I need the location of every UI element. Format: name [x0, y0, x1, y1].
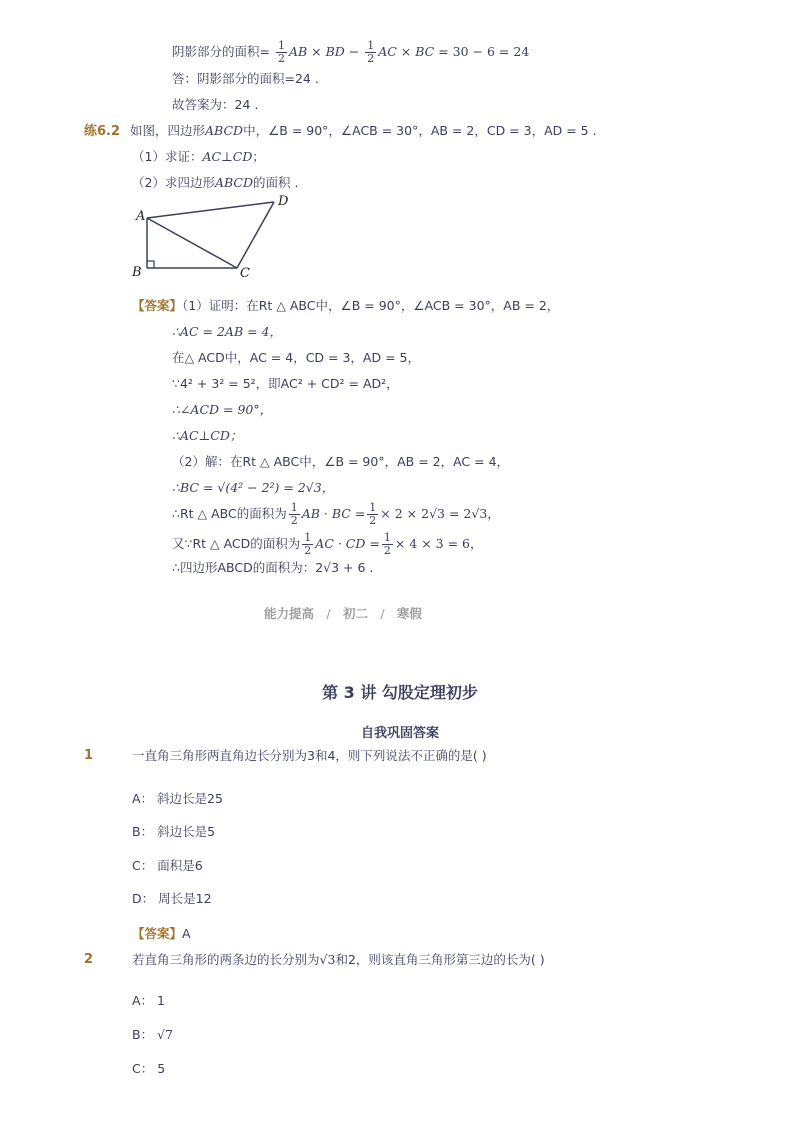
answer-line-10: 又∵Rt △ ACD的面积为 $\frac{1}{2}$ AC · CD = $\frac{1}{2}$ × 4 × 3 = 6，: [172, 531, 483, 557]
option-c: C： 5: [132, 1061, 166, 1076]
lecture-title: 第 3 讲 勾股定理初步: [322, 683, 478, 702]
vertex-a-label: A: [136, 209, 146, 224]
quadrilateral-figure: [128, 190, 298, 282]
shaded-area-line: 阴影部分的面积= $\frac{1}{2}$ AB × BD − $\frac{1}{2}$ AC × BC = 30 − 6 = 24: [172, 39, 530, 65]
question-number: 1: [84, 748, 94, 763]
answer-line-5: ∴∠ACD = 90°，: [172, 402, 273, 417]
edge-ac: [147, 218, 237, 268]
lecture-subtitle: 自我巩固答案: [360, 726, 439, 741]
question-stem: 一直角三角形两直角边长分别为3和4，则下列说法不正确的是( ): [132, 748, 487, 763]
vertex-c-label: C: [240, 266, 250, 281]
option-a: A： 斜边长是25: [132, 791, 223, 806]
answer-line-11: ∴四边形ABCD的面积为：2√3 + 6 .: [172, 560, 374, 575]
answer-line-6: ∴AC⊥CD；: [172, 428, 243, 443]
right-angle-mark: [147, 261, 154, 268]
answer-line-8: ∴BC = √(4² − 2²) = 2√3，: [172, 480, 335, 495]
answer-line-7: （2）解：在Rt △ ABC中，∠B = 90°，AB = 2，AC = 4，: [172, 454, 510, 469]
exercise-label: 练6.2: [84, 124, 121, 139]
option-b: B： 斜边长是5: [132, 824, 216, 839]
question-number: 2: [84, 952, 94, 967]
answer-line-2: ∴AC = 2AB = 4，: [172, 324, 283, 339]
footer-breadcrumb: 能力提高 / 初二 / 寒假: [264, 606, 422, 621]
vertex-b-label: B: [132, 265, 142, 280]
exercise-part-2: （2）求四边形ABCD的面积 .: [132, 175, 299, 190]
edge-cd: [237, 202, 274, 268]
exercise-statement: 练6.2 如图，四边形ABCD中，∠B = 90°，∠ACB = 30°，AB = 2，CD = 3，AD = 5 .: [84, 123, 597, 139]
option-a: A： 1: [132, 993, 165, 1008]
answer-line-3: 在△ ACD中，AC = 4，CD = 3，AD = 5，: [172, 350, 420, 365]
edge-ad: [147, 202, 274, 218]
final-answer-line: 故答案为：24 .: [172, 97, 259, 112]
answer-line: 答：阴影部分的面积=24 .: [172, 71, 319, 86]
answer-line-9: ∴Rt △ ABC的面积为 $\frac{1}{2}$ AB · BC = $\frac{1}{2}$ × 2 × 2√3 = 2√3，: [172, 501, 500, 527]
exercise-part-1: （1）求证：AC⊥CD；: [132, 149, 265, 164]
option-d: D： 周长是12: [132, 891, 212, 906]
vertex-d-label: D: [278, 194, 289, 209]
question-stem: 若直角三角形的两条边的长分别为√3和2，则该直角三角形第三边的长为( ): [132, 952, 545, 967]
answer-line-4: ∵4² + 3² = 5²，即AC² + CD² = AD²，: [172, 376, 399, 391]
answer-line-1: 【答案】（1）证明：在Rt △ ABC中，∠B = 90°，∠ACB = 30°，AB = 2，: [132, 298, 560, 313]
option-c: C： 面积是6: [132, 858, 203, 873]
option-b: B： √7: [132, 1027, 173, 1042]
question-answer: 【答案】A: [132, 926, 191, 941]
